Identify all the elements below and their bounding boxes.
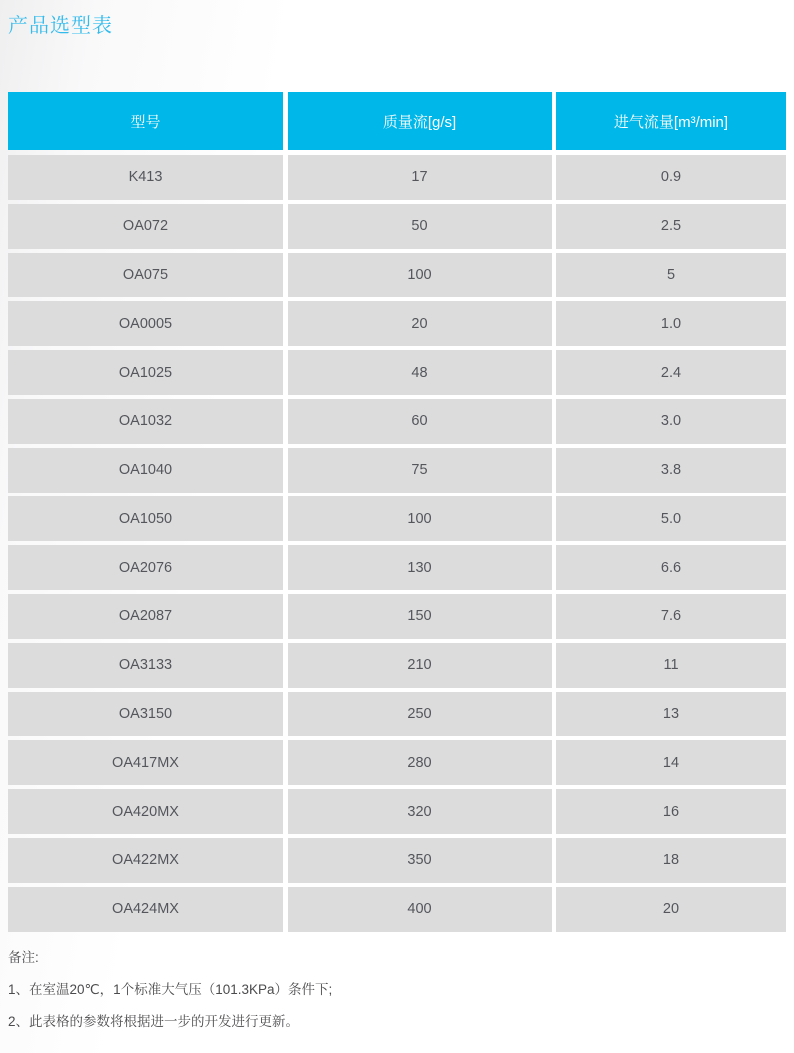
table-row [8, 740, 786, 785]
intake-flow-cell: 13 [556, 692, 786, 737]
note-item-2: 2、此表格的参数将根据进一步的开发进行更新。 [8, 1014, 300, 1029]
intake-flow-cell: 16 [556, 789, 786, 834]
model-cell: OA1050 [8, 496, 283, 541]
mass-flow-cell: 130 [288, 545, 552, 590]
mass-flow-cell: 400 [288, 887, 552, 932]
model-cell: OA075 [8, 253, 283, 298]
mass-flow-cell: 75 [288, 448, 552, 493]
model-cell: OA2076 [8, 545, 283, 590]
header-cell-model: 型号 [8, 92, 283, 150]
table-row [8, 253, 786, 298]
intake-flow-cell: 5 [556, 253, 786, 298]
table-row [8, 643, 786, 688]
mass-flow-cell: 60 [288, 399, 552, 444]
header-cell-intake-flow: 进气流量[m³/min] [556, 92, 786, 150]
table-row [8, 692, 786, 737]
intake-flow-cell: 7.6 [556, 594, 786, 639]
model-cell: OA422MX [8, 838, 283, 883]
mass-flow-cell: 150 [288, 594, 552, 639]
model-cell: K413 [8, 155, 283, 200]
model-cell: OA3133 [8, 643, 283, 688]
table-row [8, 399, 786, 444]
intake-flow-cell: 1.0 [556, 301, 786, 346]
product-selection-table [8, 92, 786, 932]
model-cell: OA417MX [8, 740, 283, 785]
table-row [8, 496, 786, 541]
model-cell: OA0005 [8, 301, 283, 346]
mass-flow-cell: 48 [288, 350, 552, 395]
mass-flow-cell: 280 [288, 740, 552, 785]
mass-flow-cell: 350 [288, 838, 552, 883]
model-cell: OA424MX [8, 887, 283, 932]
intake-flow-cell: 14 [556, 740, 786, 785]
mass-flow-cell: 100 [288, 253, 552, 298]
intake-flow-cell: 5.0 [556, 496, 786, 541]
table-row [8, 545, 786, 590]
table-row [8, 155, 786, 200]
intake-flow-cell: 6.6 [556, 545, 786, 590]
intake-flow-cell: 0.9 [556, 155, 786, 200]
intake-flow-cell: 20 [556, 887, 786, 932]
model-cell: OA2087 [8, 594, 283, 639]
model-cell: OA072 [8, 204, 283, 249]
intake-flow-cell: 11 [556, 643, 786, 688]
table-row [8, 887, 786, 932]
table-row [8, 789, 786, 834]
intake-flow-cell: 18 [556, 838, 786, 883]
mass-flow-cell: 320 [288, 789, 552, 834]
notes-label: 备注: [8, 950, 39, 965]
table-header-row [8, 92, 786, 150]
mass-flow-cell: 210 [288, 643, 552, 688]
table-row [8, 594, 786, 639]
table-row [8, 448, 786, 493]
note-item-1: 1、在室温20℃，1个标准大气压（101.3KPa）条件下; [8, 982, 333, 997]
notes-section [8, 951, 332, 1029]
table-row [8, 204, 786, 249]
intake-flow-cell: 3.8 [556, 448, 786, 493]
intake-flow-cell: 2.5 [556, 204, 786, 249]
model-cell: OA3150 [8, 692, 283, 737]
mass-flow-cell: 250 [288, 692, 552, 737]
model-cell: OA1032 [8, 399, 283, 444]
mass-flow-cell: 17 [288, 155, 552, 200]
intake-flow-cell: 2.4 [556, 350, 786, 395]
mass-flow-cell: 50 [288, 204, 552, 249]
model-cell: OA420MX [8, 789, 283, 834]
mass-flow-cell: 20 [288, 301, 552, 346]
model-cell: OA1040 [8, 448, 283, 493]
header-cell-mass-flow: 质量流[g/s] [288, 92, 552, 150]
table-row [8, 838, 786, 883]
mass-flow-cell: 100 [288, 496, 552, 541]
intake-flow-cell: 3.0 [556, 399, 786, 444]
model-cell: OA1025 [8, 350, 283, 395]
page-title: 产品选型表 [8, 15, 113, 37]
table-row [8, 350, 786, 395]
table-row [8, 301, 786, 346]
table-body [8, 155, 786, 932]
